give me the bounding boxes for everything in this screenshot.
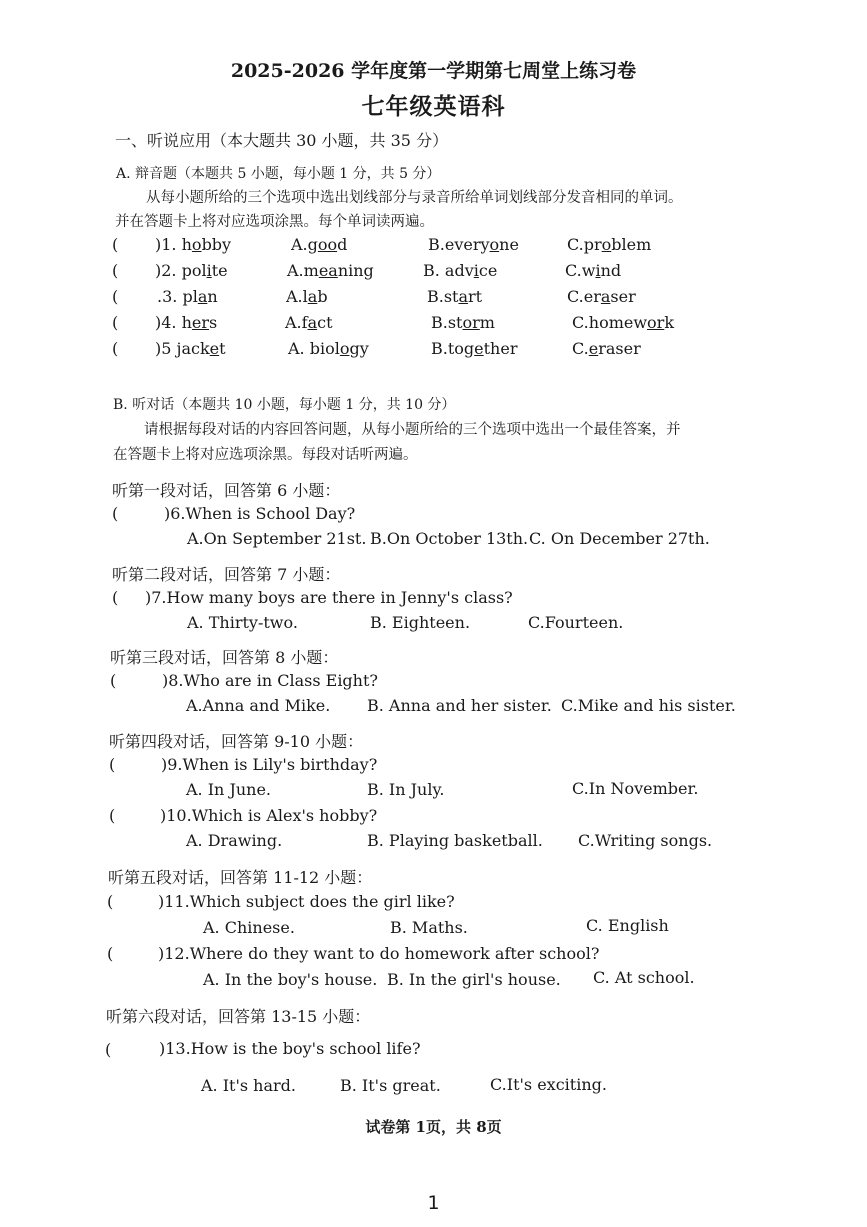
option-c[interactable]: C.eraser <box>567 287 636 306</box>
list-item <box>112 313 118 332</box>
option-b[interactable]: B.storm <box>431 313 495 332</box>
question-10: )10.Which is Alex's hobby? <box>160 806 378 825</box>
part-b-instruction-1: 请根据每段对话的内容回答问题，从每小题所给的三个选项中选出一个最佳答案，并 <box>144 422 681 438</box>
answer-paren[interactable]: ( <box>112 339 119 358</box>
option-b[interactable]: B. In July. <box>367 780 445 799</box>
answer-paren[interactable]: ( <box>109 806 116 825</box>
dialogue-1-heading: 听第一段对话，回答第 6 小题： <box>112 481 341 500</box>
page-footer: 试卷第 1页，共 8页 <box>365 1118 502 1136</box>
question-8: )8.Who are in Class Eight? <box>162 671 378 690</box>
option-b[interactable]: B.start <box>427 287 483 306</box>
target-word: plan <box>182 287 218 306</box>
list-item-word <box>157 287 218 306</box>
dialogue-3-heading: 听第三段对话，回答第 8 小题： <box>110 648 339 667</box>
question-13: )13.How is the boy's school life? <box>159 1039 421 1058</box>
answer-paren[interactable]: ( <box>110 671 117 690</box>
option-c[interactable]: C. At school. <box>593 968 695 987</box>
option-c[interactable]: C.homework <box>572 313 675 332</box>
answer-paren[interactable]: ( <box>112 313 119 332</box>
list-item-word <box>155 235 231 254</box>
part-b-instruction-2: 在答题卡上将对应选项涂黑。每段对话听两遍。 <box>113 447 418 463</box>
target-word: hers <box>181 313 218 332</box>
dialogue-6-heading: 听第六段对话，回答第 13-15 小题： <box>106 1007 371 1026</box>
question-7: )7.How many boys are there in Jenny's class? <box>145 588 513 607</box>
answer-paren[interactable]: ( <box>112 588 119 607</box>
option-a[interactable]: A. Chinese. <box>203 918 295 937</box>
option-b[interactable]: B. It's great. <box>340 1076 441 1095</box>
section-heading: 一、听说应用（本大题共 30 小题，共 35 分） <box>115 131 449 150</box>
list-item-word <box>155 313 217 332</box>
option-a[interactable]: A. In June. <box>186 780 272 799</box>
exam-title: 2025-2026 学年度第一学期第七周堂上练习卷 <box>230 60 637 82</box>
option-c[interactable]: C.wind <box>565 261 622 280</box>
dialogue-2-heading: 听第二段对话，回答第 7 小题： <box>112 565 341 584</box>
answer-paren[interactable]: ( <box>107 944 114 963</box>
option-c[interactable]: C.problem <box>567 235 652 254</box>
target-word: hobby <box>181 235 232 254</box>
question-12: )12.Where do they want to do homework after school? <box>158 944 600 963</box>
option-b[interactable]: B.On October 13th. <box>370 529 529 548</box>
option-a[interactable]: A.On September 21st. <box>187 529 367 548</box>
list-item <box>112 339 118 358</box>
answer-paren[interactable]: ( <box>107 892 114 911</box>
option-a[interactable]: A.lab <box>286 287 328 306</box>
part-a-instruction-1: 从每小题所给的三个选项中选出划线部分与录音所给单词划线部分发音相同的单词。 <box>146 190 683 206</box>
option-b[interactable]: B. Playing basketball. <box>367 831 543 850</box>
option-c[interactable]: C.In November. <box>572 779 699 798</box>
part-b-heading: B. 听对话（本题共 10 小题，每小题 1 分，共 10 分） <box>113 397 456 413</box>
option-c[interactable]: C.eraser <box>572 339 641 358</box>
answer-paren[interactable]: ( <box>105 1040 112 1059</box>
answer-paren[interactable]: ( <box>112 235 119 254</box>
question-number: )1. <box>155 235 177 254</box>
option-a[interactable]: A.Anna and Mike. <box>186 696 331 715</box>
list-item <box>112 235 118 254</box>
list-item-word <box>155 261 228 280</box>
target-word: jacket <box>176 339 226 358</box>
option-c[interactable]: C.Mike and his sister. <box>561 696 736 715</box>
option-a[interactable]: A. In the boy's house. <box>203 970 378 989</box>
question-number: )4. <box>155 313 177 332</box>
option-c[interactable]: C.Writing songs. <box>578 831 713 850</box>
answer-paren[interactable]: ( <box>112 504 119 523</box>
dialogue-4-heading: 听第四段对话，回答第 9-10 小题： <box>109 732 364 751</box>
option-c[interactable]: C.Fourteen. <box>528 613 624 632</box>
page-number: 1 <box>427 1192 440 1214</box>
option-b[interactable]: B. Anna and her sister. <box>367 696 552 715</box>
option-b[interactable]: B. Maths. <box>390 918 468 937</box>
answer-paren[interactable]: ( <box>109 755 116 774</box>
option-a[interactable]: A. Drawing. <box>186 831 283 850</box>
option-a[interactable]: A. It's hard. <box>201 1076 296 1095</box>
option-b[interactable]: B.together <box>431 339 518 358</box>
option-a[interactable]: A.fact <box>285 313 333 332</box>
option-b[interactable]: B.everyone <box>428 235 519 254</box>
question-11: )11.Which subject does the girl like? <box>158 892 455 911</box>
dialogue-5-heading: 听第五段对话，回答第 11-12 小题： <box>108 868 373 887</box>
option-a[interactable]: A. Thirty-two. <box>187 613 298 632</box>
option-c[interactable]: C.It's exciting. <box>490 1075 607 1094</box>
question-number: .3. <box>157 287 178 306</box>
option-b[interactable]: B. advice <box>423 261 498 280</box>
question-9: )9.When is Lily's birthday? <box>161 755 378 774</box>
option-c[interactable]: C. On December 27th. <box>529 529 710 548</box>
target-word: polite <box>181 261 228 280</box>
part-a-instruction-2: 并在答题卡上将对应选项涂黑。每个单词读两遍。 <box>115 214 434 230</box>
question-number: )2. <box>155 261 177 280</box>
question-number: )5 <box>155 339 172 358</box>
exam-subtitle: 七年级英语科 <box>361 93 506 120</box>
option-b[interactable]: B. In the girl's house. <box>387 970 561 989</box>
question-6: )6.When is School Day? <box>164 504 356 523</box>
list-item <box>112 287 118 306</box>
option-c[interactable]: C. English <box>586 916 669 935</box>
list-item-word <box>155 339 226 358</box>
answer-paren[interactable]: ( <box>112 287 119 306</box>
option-a[interactable]: A.good <box>291 235 348 254</box>
list-item <box>112 261 118 280</box>
option-b[interactable]: B. Eighteen. <box>370 613 471 632</box>
option-a[interactable]: A. biology <box>288 339 369 358</box>
part-a-heading: A. 辩音题（本题共 5 小题，每小题 1 分，共 5 分） <box>116 166 441 182</box>
option-a[interactable]: A.meaning <box>287 261 374 280</box>
answer-paren[interactable]: ( <box>112 261 119 280</box>
